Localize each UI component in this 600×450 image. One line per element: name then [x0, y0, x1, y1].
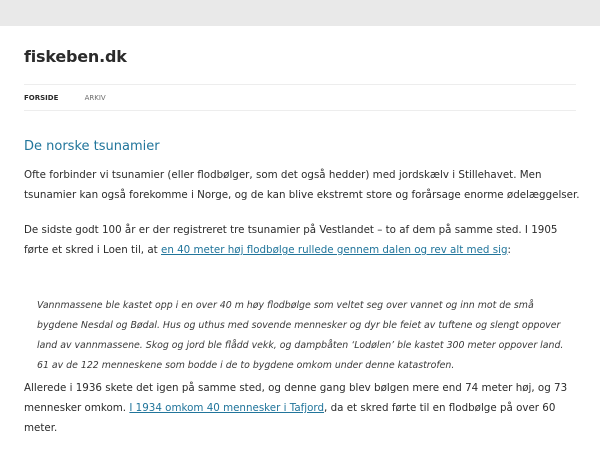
- nav-item-forside[interactable]: FORSIDE: [24, 94, 59, 102]
- nav-item-arkiv[interactable]: ARKIV: [84, 94, 106, 102]
- page-container: [0, 26, 600, 450]
- loen-flodbolge-link[interactable]: en 40 meter høj flodbølge rullede gennem dalen og rev alt med sig: [161, 244, 508, 256]
- article-paragraph-3: [24, 378, 584, 438]
- paragraph-3-text: Allerede i 1936 skete det igen på samme sted, og denne gang blev bølgen mere end 74 meter høj, og 73 mennesker omkom.: [24, 382, 568, 414]
- article-paragraph-2: [24, 220, 584, 260]
- browser-top-strip: [0, 0, 600, 26]
- article-paragraph-1: Ofte forbinder vi tsunamier (eller flodbølger, som det også hedder) med jordskælv i Stillehavet. Men tsunamier kan også forekomme i Norge, og de kan blive ekstremt store og forårsage enorme ødelæggelser.: [24, 169, 580, 201]
- article-title[interactable]: De norske tsunamier: [24, 139, 160, 154]
- paragraph-2-text: De sidste godt 100 år er der registreret tre tsunamier på Vestlandet – to af dem på samme sted. I 1905 førte et skred i Loen til, at: [24, 224, 558, 256]
- main-navigation: [24, 94, 130, 102]
- paragraph-2-end: :: [507, 244, 511, 256]
- paragraph-3-end: , da et skred førte til en flodbølge på over 60 meter.: [24, 402, 556, 434]
- tafjord-link[interactable]: I 1934 omkom 40 mennesker i Tafjord: [129, 402, 325, 414]
- site-title[interactable]: fiskeben.dk: [24, 47, 127, 66]
- nav-divider: [24, 110, 576, 111]
- header-divider: [24, 84, 576, 85]
- blockquote: Vannmassene ble kastet opp i en over 40 m høy flodbølge som veltet seg over vannet og inn mot de små bygdene Nesdal og Bødal. Hus og uthus med sovende mennesker og dyr ble feiet av tuftene og slengt oppover land av vannmassene. Skog og jord ble flådd vekk, og dampbåten ‘Lodølen’ ble kastet 300 meter oppover land. 61 av de 122 menneskene som bodde i de to bygdene omkom under denne katastrofen.: [37, 300, 564, 371]
